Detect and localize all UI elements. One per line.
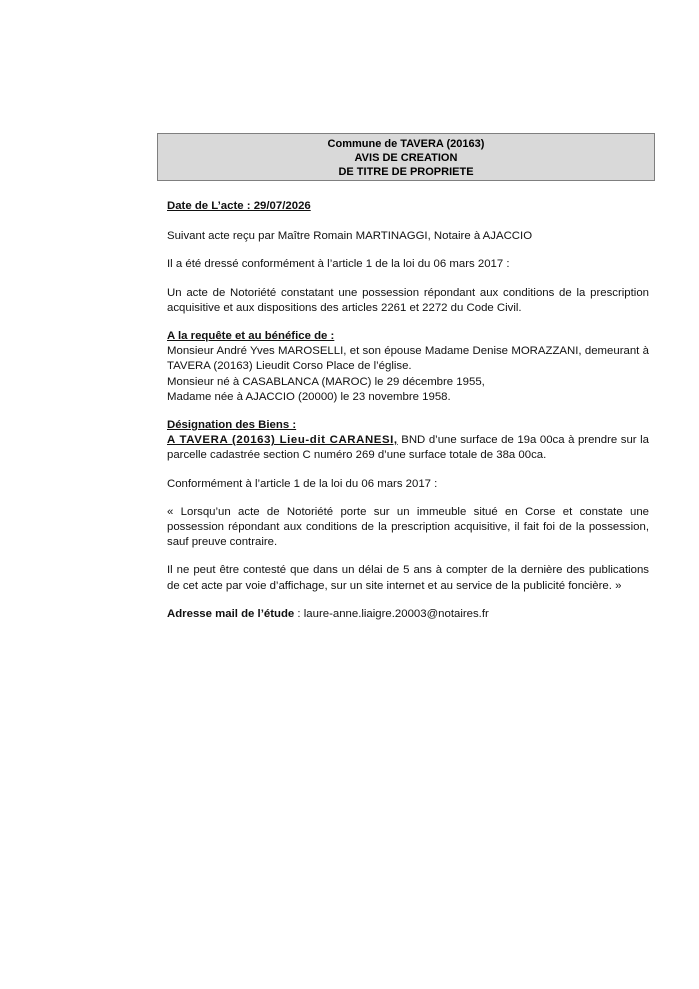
requete-owners: Monsieur André Yves MAROSELLI, et son épouse Madame Denise MORAZZANI, demeurant à TAVERA (20163) Lieudit Corso Place de l’église. <box>167 345 649 373</box>
quote-paragraph-1: « Lorsqu’un acte de Notoriété porte sur un immeuble situé en Corse et constate une possession répondant aux conditions de la prescription acquisitive, il fait foi de la possession, sauf preuve contraire. <box>167 505 649 549</box>
quote-paragraph-2: Il ne peut être contesté que dans un délai de 5 ans à compter de la dernière des publications de cet acte par voie d’affichage, sur un site internet et au service de la publicité foncière. » <box>167 564 649 592</box>
notice-header-box <box>157 133 655 181</box>
biens-section <box>167 418 649 464</box>
notice-body <box>167 199 649 635</box>
header-avis: AVIS DE CREATION <box>354 152 458 164</box>
date-acte <box>167 199 649 214</box>
mail-value: : laure-anne.liaigre.20003@notaires.fr <box>294 607 489 620</box>
requete-monsieur-birth: Monsieur né à CASABLANCA (MAROC) le 29 décembre 1955, <box>167 375 485 388</box>
biens-description <box>167 433 649 463</box>
requete-section <box>167 329 649 405</box>
header-commune: Commune de TAVERA (20163) <box>327 138 485 150</box>
acte-paragraph: Suivant acte reçu par Maître Romain MARTINAGGI, Notaire à AJACCIO <box>167 230 533 243</box>
date-acte-label: Date de L’acte : 29/07/2026 <box>167 200 311 212</box>
requete-heading: A la requête et au bénéfice de : <box>167 330 335 343</box>
mail-paragraph <box>167 607 649 622</box>
biens-text: BND d’une surface de 19a 00ca à prendre sur la parcelle cadastrée section C numéro 269 d’une surface totale de 38a 00ca. <box>167 434 649 462</box>
conforme-paragraph: Conformément à l’article 1 de la loi du 06 mars 2017 : <box>167 477 438 490</box>
mail-label: Adresse mail de l’étude <box>167 607 295 620</box>
biens-location: A TAVERA (20163) Lieu-dit CARANESI, <box>167 434 398 447</box>
header-titre: DE TITRE DE PROPRIETE <box>338 166 474 178</box>
biens-heading: Désignation des Biens : <box>167 419 297 432</box>
notoriete-paragraph: Un acte de Notoriété constatant une possession répondant aux conditions de la prescription acquisitive et aux dispositions des articles 2261 et 2272 du Code Civil. <box>167 286 649 314</box>
requete-madame-birth: Madame née à AJACCIO (20000) le 23 novembre 1958. <box>167 390 451 403</box>
dresse-paragraph: Il a été dressé conformément à l’article 1 de la loi du 06 mars 2017 : <box>167 258 510 271</box>
